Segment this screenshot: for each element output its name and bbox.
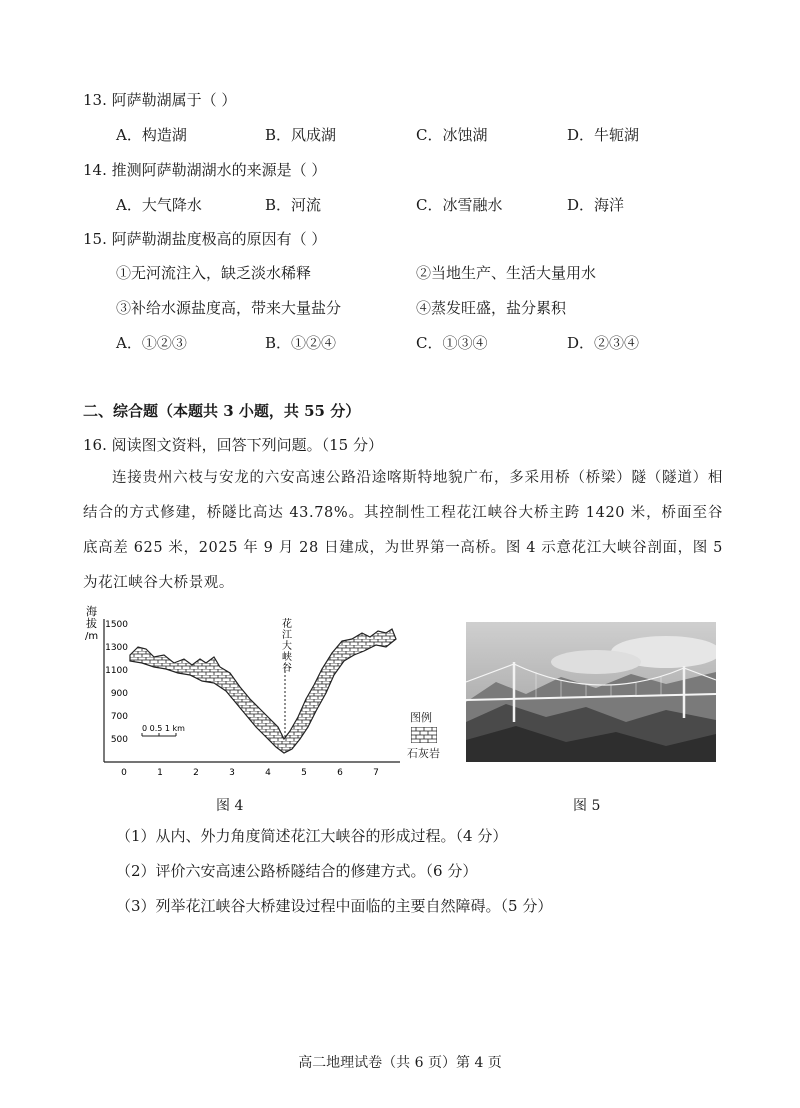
limestone-layer xyxy=(130,629,396,753)
q14-option-c: C．冰雪融水 xyxy=(416,196,503,214)
legend-limestone: 石灰岩 xyxy=(407,747,440,760)
x-tick: 2 xyxy=(193,768,199,778)
q14-stem: 14. 推测阿萨勒湖湖水的来源是（ ） xyxy=(83,161,327,179)
valley-label-char: 峡 xyxy=(282,652,292,663)
y-tick: 1100 xyxy=(105,666,128,676)
q15-statement-4: ④蒸发旺盛，盐分累积 xyxy=(416,299,567,317)
section-title: 二、综合题（本题共 3 小题，共 55 分） xyxy=(83,402,361,420)
x-tick: 7 xyxy=(373,768,379,778)
q15-option-d: D．②③④ xyxy=(567,334,640,352)
y-tick: 1500 xyxy=(105,620,128,630)
q15-statement-2: ②当地生产、生活大量用水 xyxy=(416,264,597,282)
y-axis-label-1: 海 xyxy=(86,605,97,618)
x-tick: 1 xyxy=(157,768,163,778)
figure5-caption: 图 5 xyxy=(573,798,601,814)
figure4-caption: 图 4 xyxy=(216,798,244,814)
figure5-bridge-photo xyxy=(466,622,716,762)
x-tick: 4 xyxy=(265,768,271,778)
legend-title: 图例 xyxy=(410,711,432,724)
figure4-profile xyxy=(80,603,420,783)
x-tick: 6 xyxy=(337,768,343,778)
q15-statement-3: ③补给水源盐度高，带来大量盐分 xyxy=(116,299,342,317)
valley-label-char: 江 xyxy=(282,630,292,641)
y-axis-unit: /m xyxy=(85,631,99,642)
q15-stem: 15. 阿萨勒湖盐度极高的原因有（ ） xyxy=(83,230,327,248)
y-tick: 700 xyxy=(110,712,128,722)
y-tick: 900 xyxy=(110,689,128,699)
x-tick: 5 xyxy=(301,768,307,778)
y-tick: 500 xyxy=(110,735,128,745)
q13-option-d: D．牛轭湖 xyxy=(567,126,640,144)
valley-label-char: 花 xyxy=(282,619,292,630)
y-axis-label-2: 拔 xyxy=(86,617,97,630)
valley-label-char: 谷 xyxy=(282,663,292,674)
q14-option-d: D．海洋 xyxy=(567,196,625,214)
q15-option-b: B．①②④ xyxy=(265,334,337,352)
x-tick: 3 xyxy=(229,768,235,778)
q13-option-a: A．构造湖 xyxy=(116,126,187,144)
q16-passage: 连接贵州六枝与安龙的六安高速公路沿途喀斯特地貌广布，多采用桥（桥梁）隧（隧道）相结合的方式修建，桥隧比高达 43.78%。其控制性工程花江峡谷大桥主跨 1420 米，桥面至谷底高差 625 米，2025 年 9 月 28 日建成，为世界第一高桥。图 4 示意花江大峡谷剖面，图 5 为花江峡谷大桥景观。 xyxy=(83,470,723,591)
valley-label-char: 大 xyxy=(282,641,292,652)
q15-option-a: A．①②③ xyxy=(116,334,187,352)
q16-stem: 16. 阅读图文资料，回答下列问题。（15 分） xyxy=(83,436,383,454)
q16-subquestion-2: （2）评价六安高速公路桥隧结合的修建方式。（6 分） xyxy=(116,862,478,880)
q16-subquestion-1: （1）从内、外力角度简述花江大峡谷的形成过程。（4 分） xyxy=(116,827,508,845)
y-tick: 1300 xyxy=(105,643,128,653)
q15-statement-1: ①无河流注入，缺乏淡水稀释 xyxy=(116,264,312,282)
q15-option-c: C．①③④ xyxy=(416,334,488,352)
legend-swatch xyxy=(411,727,437,743)
q14-option-b: B．河流 xyxy=(265,196,322,214)
q14-option-a: A．大气降水 xyxy=(116,196,202,214)
q13-stem: 13. 阿萨勒湖属于（ ） xyxy=(83,91,237,109)
x-tick: 0 xyxy=(121,768,127,778)
scale-label: 0 0.5 1 km xyxy=(142,724,185,733)
q13-option-c: C．冰蚀湖 xyxy=(416,126,488,144)
q13-option-b: B．风成湖 xyxy=(265,126,337,144)
page-footer: 高二地理试卷（共 6 页）第 4 页 xyxy=(298,1055,502,1071)
q16-subquestion-3: （3）列举花江峡谷大桥建设过程中面临的主要自然障碍。（5 分） xyxy=(116,897,553,915)
